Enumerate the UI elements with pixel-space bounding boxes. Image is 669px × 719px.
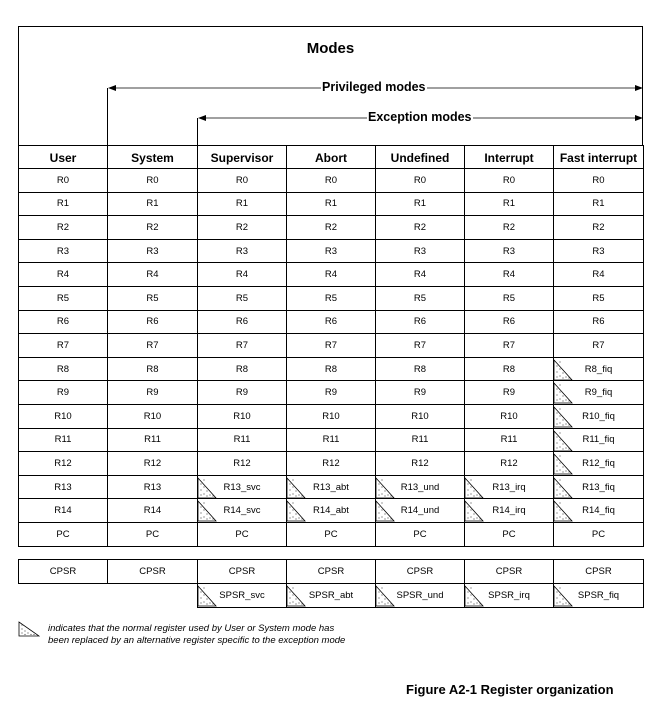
register-cell-label: R12 <box>233 457 251 469</box>
register-cell-label: R5 <box>56 292 70 304</box>
register-cell-label: R1 <box>146 198 159 210</box>
register-cell-label: R11 <box>500 434 518 446</box>
cpsr-cell-label: CPSR <box>317 566 345 577</box>
register-cell-label: R14_fiq <box>582 505 615 517</box>
dotted-triangle-icon <box>554 358 571 378</box>
register-cell <box>553 239 644 264</box>
register-cell <box>18 428 108 453</box>
register-cell-label: R2 <box>413 221 427 233</box>
register-cell-label: R10_fiq <box>582 410 615 422</box>
register-cell-label: R1 <box>502 198 516 210</box>
register-cell-label: PC <box>324 528 338 540</box>
register-cell <box>464 498 554 523</box>
register-cell-label: R7 <box>592 339 605 351</box>
register-cell <box>107 475 198 500</box>
register-cell <box>553 522 644 547</box>
column-header-2 <box>197 145 287 170</box>
register-cell <box>375 522 465 547</box>
dotted-triangle-icon <box>198 476 215 496</box>
register-cell <box>197 498 287 523</box>
register-cell <box>553 168 644 193</box>
register-cell-label: R3 <box>235 245 249 257</box>
register-cell <box>553 451 644 476</box>
register-cell <box>286 498 376 523</box>
cpsr-cell <box>464 559 554 584</box>
column-header-6-label: Fast interrupt <box>559 150 638 165</box>
register-cell-label: R5 <box>592 292 605 304</box>
register-cell-label: R14_abt <box>313 505 349 517</box>
register-cell-label: R14_irq <box>492 505 526 517</box>
register-cell <box>197 310 287 335</box>
register-cell-label: R9 <box>413 387 427 399</box>
register-cell-label: R11 <box>322 434 340 446</box>
register-cell <box>375 357 465 382</box>
register-cell <box>375 239 465 264</box>
spsr-cell <box>464 583 554 608</box>
spsr-cell-label: SPSR_svc <box>219 590 265 601</box>
register-cell <box>197 404 287 429</box>
register-cell-label: R12_fiq <box>582 457 615 469</box>
register-cell-label: R0 <box>592 174 605 186</box>
register-cell-label: R8 <box>235 363 249 375</box>
register-cell <box>107 239 198 264</box>
register-cell-label: R13 <box>143 481 162 493</box>
register-cell-label: R12 <box>143 457 162 469</box>
column-header-0 <box>18 145 108 170</box>
register-cell <box>107 498 198 523</box>
privileged-modes-label: Privileged modes <box>322 80 426 94</box>
register-cell <box>286 262 376 287</box>
dotted-triangle-icon <box>554 429 571 449</box>
dotted-triangle-icon <box>465 476 482 496</box>
cpsr-cell <box>553 559 644 584</box>
register-cell-label: R0 <box>502 174 516 186</box>
register-cell-label: R13 <box>54 481 72 493</box>
dotted-triangle-icon <box>198 584 215 604</box>
register-cell-label: PC <box>591 528 606 540</box>
register-cell-label: R3 <box>502 245 516 257</box>
figure-caption: Figure A2-1 Register organization <box>406 682 614 697</box>
register-cell <box>553 498 644 523</box>
register-cell-label: R7 <box>146 339 159 351</box>
column-header-5-label: Interrupt <box>484 150 534 165</box>
register-cell-label: R0 <box>413 174 427 186</box>
register-cell <box>197 239 287 264</box>
register-cell-label: R2 <box>324 221 338 233</box>
register-cell <box>375 404 465 429</box>
register-cell-label: R6 <box>413 316 427 328</box>
register-cell-label: R8 <box>502 363 516 375</box>
register-cell-label: PC <box>413 528 427 540</box>
register-cell <box>197 286 287 311</box>
register-cell <box>464 451 554 476</box>
register-cell <box>553 357 644 382</box>
register-cell <box>464 357 554 382</box>
register-cell <box>18 475 108 500</box>
dotted-triangle-icon <box>554 381 571 401</box>
register-cell-label: PC <box>502 528 516 540</box>
register-cell <box>553 404 644 429</box>
register-cell <box>464 215 554 240</box>
register-cell <box>464 522 554 547</box>
register-cell-label: R11_fiq <box>582 434 615 446</box>
register-cell-label: R10 <box>411 410 429 422</box>
register-cell <box>286 286 376 311</box>
register-cell-label: R6 <box>502 316 516 328</box>
register-cell-label: R3 <box>56 245 70 257</box>
cpsr-cell <box>18 559 108 584</box>
register-cell-label: R4 <box>324 269 338 281</box>
register-cell <box>18 357 108 382</box>
register-cell <box>107 215 198 240</box>
register-cell-label: R7 <box>413 339 427 351</box>
register-cell <box>107 310 198 335</box>
register-cell <box>197 333 287 358</box>
column-header-0-label: User <box>49 150 77 165</box>
register-cell <box>107 192 198 217</box>
register-cell-label: R5 <box>413 292 427 304</box>
register-cell-label: R7 <box>235 339 249 351</box>
column-header-1-label: System <box>131 150 174 165</box>
cpsr-cell-label: CPSR <box>495 566 523 577</box>
register-cell-label: R12 <box>411 457 429 469</box>
register-cell <box>286 239 376 264</box>
register-cell <box>286 451 376 476</box>
register-cell-label: R12 <box>54 457 72 469</box>
register-cell-label: R10 <box>54 410 72 422</box>
column-header-6 <box>553 145 644 170</box>
register-cell-label: R13_und <box>400 481 440 493</box>
register-cell <box>18 215 108 240</box>
register-cell-label: R9 <box>56 387 70 399</box>
register-cell-label: R14_svc <box>223 505 261 517</box>
spsr-cell-label: SPSR_fiq <box>577 590 620 601</box>
register-cell-label: R12 <box>500 457 518 469</box>
register-cell <box>197 357 287 382</box>
register-cell-label: R8 <box>413 363 427 375</box>
register-cell-label: PC <box>56 528 70 540</box>
register-cell <box>107 286 198 311</box>
register-cell <box>464 286 554 311</box>
register-cell-label: R6 <box>146 316 159 328</box>
register-cell <box>18 168 108 193</box>
register-cell <box>464 239 554 264</box>
register-cell <box>553 428 644 453</box>
register-cell <box>18 192 108 217</box>
register-cell-label: R9 <box>146 387 159 399</box>
spsr-cell <box>553 583 644 608</box>
legend-line-2: been replaced by an alternative register specific to the exception mode <box>48 635 346 646</box>
dotted-triangle-icon <box>554 499 571 519</box>
cpsr-cell-label: CPSR <box>139 566 166 577</box>
register-cell <box>197 192 287 217</box>
register-cell-label: R6 <box>235 316 249 328</box>
register-cell-label: R3 <box>413 245 427 257</box>
register-cell-label: R4 <box>56 269 70 281</box>
register-cell <box>553 215 644 240</box>
register-cell <box>18 333 108 358</box>
register-cell-label: R4 <box>146 269 159 281</box>
spsr-cell-label: SPSR_irq <box>488 590 530 601</box>
register-cell <box>286 522 376 547</box>
column-header-4-label: Undefined <box>390 150 450 165</box>
register-cell <box>286 357 376 382</box>
register-cell-label: R6 <box>592 316 605 328</box>
register-cell-label: R1 <box>56 198 70 210</box>
register-cell-label: R6 <box>324 316 338 328</box>
register-cell <box>286 428 376 453</box>
register-cell <box>464 310 554 335</box>
register-cell-label: R4 <box>235 269 249 281</box>
register-cell-label: R7 <box>324 339 338 351</box>
register-cell-label: R8 <box>146 363 159 375</box>
cpsr-cell <box>375 559 465 584</box>
cpsr-cell <box>286 559 376 584</box>
register-cell <box>286 404 376 429</box>
dotted-triangle-icon <box>465 584 482 604</box>
register-cell <box>375 451 465 476</box>
dotted-triangle-icon <box>376 584 393 604</box>
register-cell <box>286 380 376 405</box>
register-cell-label: R8_fiq <box>584 363 613 375</box>
register-cell <box>464 192 554 217</box>
register-cell-label: PC <box>145 528 160 540</box>
register-cell-label: PC <box>235 528 249 540</box>
dotted-triangle-icon <box>287 476 304 496</box>
register-cell-label: R0 <box>235 174 249 186</box>
register-cell <box>553 192 644 217</box>
modes-title: Modes <box>306 40 355 57</box>
register-cell <box>375 310 465 335</box>
register-cell <box>375 192 465 217</box>
register-cell-label: R10 <box>233 410 251 422</box>
register-cell-label: R8 <box>56 363 70 375</box>
register-cell <box>107 380 198 405</box>
register-cell <box>375 215 465 240</box>
register-cell-label: R11 <box>411 434 429 446</box>
register-cell-label: R10 <box>322 410 340 422</box>
dotted-triangle-icon <box>554 452 571 472</box>
register-cell-label: R5 <box>146 292 159 304</box>
register-cell-label: R0 <box>146 174 159 186</box>
register-cell <box>107 451 198 476</box>
register-cell-label: R14 <box>143 505 162 517</box>
register-cell-label: R9 <box>324 387 338 399</box>
register-cell-label: R5 <box>235 292 249 304</box>
register-cell-label: R5 <box>324 292 338 304</box>
register-cell-label: R4 <box>592 269 605 281</box>
register-cell <box>18 498 108 523</box>
register-cell-label: R14_und <box>400 505 440 517</box>
register-cell <box>18 380 108 405</box>
register-cell <box>553 333 644 358</box>
dotted-triangle-icon <box>376 499 393 519</box>
dotted-triangle-icon <box>287 584 304 604</box>
legend-text <box>48 623 345 647</box>
register-cell <box>18 262 108 287</box>
register-cell-label: R8 <box>324 363 338 375</box>
register-cell <box>286 192 376 217</box>
register-cell <box>286 333 376 358</box>
register-cell <box>18 239 108 264</box>
register-cell <box>286 475 376 500</box>
register-cell-label: R7 <box>502 339 516 351</box>
register-cell <box>197 451 287 476</box>
register-cell-label: R13_abt <box>313 481 349 493</box>
register-cell <box>553 262 644 287</box>
register-cell-label: R9 <box>502 387 516 399</box>
dotted-triangle-icon <box>287 499 304 519</box>
cpsr-cell <box>197 559 287 584</box>
spsr-cell <box>375 583 465 608</box>
register-cell <box>375 168 465 193</box>
register-cell <box>18 286 108 311</box>
register-cell-label: R13_irq <box>492 481 526 493</box>
register-cell-label: R2 <box>592 221 605 233</box>
dotted-triangle-icon <box>465 499 482 519</box>
register-cell <box>197 522 287 547</box>
register-cell <box>107 404 198 429</box>
register-cell-label: R2 <box>502 221 516 233</box>
register-cell <box>286 215 376 240</box>
cpsr-cell-label: CPSR <box>49 566 77 577</box>
cpsr-cell <box>107 559 198 584</box>
register-cell-label: R6 <box>56 316 70 328</box>
register-cell <box>375 428 465 453</box>
register-cell <box>464 404 554 429</box>
register-cell-label: R3 <box>592 245 605 257</box>
register-cell <box>375 475 465 500</box>
register-cell <box>18 451 108 476</box>
register-cell <box>375 286 465 311</box>
register-cell <box>553 380 644 405</box>
register-cell-label: R2 <box>56 221 70 233</box>
register-cell <box>553 310 644 335</box>
register-cell-label: R13_fiq <box>582 481 615 493</box>
register-cell <box>197 380 287 405</box>
register-cell <box>197 428 287 453</box>
register-cell-label: R0 <box>56 174 70 186</box>
register-cell-label: R11 <box>54 434 72 446</box>
register-cell <box>286 310 376 335</box>
register-cell-label: R4 <box>413 269 427 281</box>
dotted-triangle-icon <box>198 499 215 519</box>
register-cell-label: R1 <box>235 198 249 210</box>
spsr-cell <box>286 583 376 608</box>
register-cell <box>375 498 465 523</box>
register-cell-label: R1 <box>592 198 605 210</box>
register-cell <box>464 262 554 287</box>
register-cell-label: R14 <box>54 505 72 517</box>
register-cell <box>375 262 465 287</box>
register-cell-label: R2 <box>235 221 249 233</box>
register-cell <box>18 310 108 335</box>
dotted-triangle-icon <box>554 584 571 604</box>
register-cell <box>197 215 287 240</box>
register-cell-label: R11 <box>144 434 161 446</box>
cpsr-cell-label: CPSR <box>585 566 612 577</box>
register-cell <box>464 428 554 453</box>
register-cell-label: R13_svc <box>223 481 261 493</box>
register-cell <box>197 475 287 500</box>
register-cell-label: R10 <box>143 410 162 422</box>
register-cell <box>286 168 376 193</box>
cpsr-cell-label: CPSR <box>406 566 434 577</box>
column-header-5 <box>464 145 554 170</box>
register-cell <box>464 333 554 358</box>
register-cell-label: R1 <box>413 198 427 210</box>
register-cell <box>375 380 465 405</box>
spsr-cell <box>197 583 287 608</box>
register-cell <box>107 168 198 193</box>
legend-line-1: indicates that the normal register used by User or System mode has <box>48 623 335 634</box>
register-cell <box>553 475 644 500</box>
register-cell-label: R12 <box>322 457 340 469</box>
register-cell <box>375 333 465 358</box>
column-header-3 <box>286 145 376 170</box>
register-cell-label: R10 <box>500 410 518 422</box>
register-cell-label: R3 <box>146 245 159 257</box>
register-cell-label: R7 <box>56 339 70 351</box>
cpsr-cell-label: CPSR <box>228 566 256 577</box>
spsr-cell-label: SPSR_und <box>396 590 444 601</box>
dotted-triangle-icon <box>376 476 393 496</box>
spsr-cell-label: SPSR_abt <box>308 590 354 601</box>
register-cell <box>107 357 198 382</box>
column-header-3-label: Abort <box>315 150 347 165</box>
register-cell-label: R11 <box>233 434 251 446</box>
register-cell <box>107 333 198 358</box>
register-cell <box>197 168 287 193</box>
register-cell <box>197 262 287 287</box>
register-cell <box>107 428 198 453</box>
register-cell-label: R1 <box>324 198 338 210</box>
dotted-triangle-icon <box>554 405 571 425</box>
dotted-triangle-icon <box>18 621 40 637</box>
dotted-triangle-icon <box>554 476 571 496</box>
register-cell <box>553 286 644 311</box>
register-cell-label: R3 <box>324 245 338 257</box>
register-cell <box>18 522 108 547</box>
register-cell-label: R2 <box>146 221 159 233</box>
register-cell-label: R4 <box>502 269 516 281</box>
register-cell-label: R9_fiq <box>584 387 613 399</box>
register-cell-label: R5 <box>502 292 516 304</box>
column-header-2-label: Supervisor <box>210 150 274 165</box>
exception-modes-label: Exception modes <box>368 110 472 124</box>
column-header-4 <box>375 145 465 170</box>
register-cell-label: R9 <box>235 387 249 399</box>
register-cell <box>464 380 554 405</box>
register-cell <box>464 475 554 500</box>
register-cell <box>107 262 198 287</box>
register-cell <box>107 522 198 547</box>
register-cell <box>464 168 554 193</box>
register-cell <box>18 404 108 429</box>
register-cell-label: R0 <box>324 174 338 186</box>
column-header-1 <box>107 145 198 170</box>
